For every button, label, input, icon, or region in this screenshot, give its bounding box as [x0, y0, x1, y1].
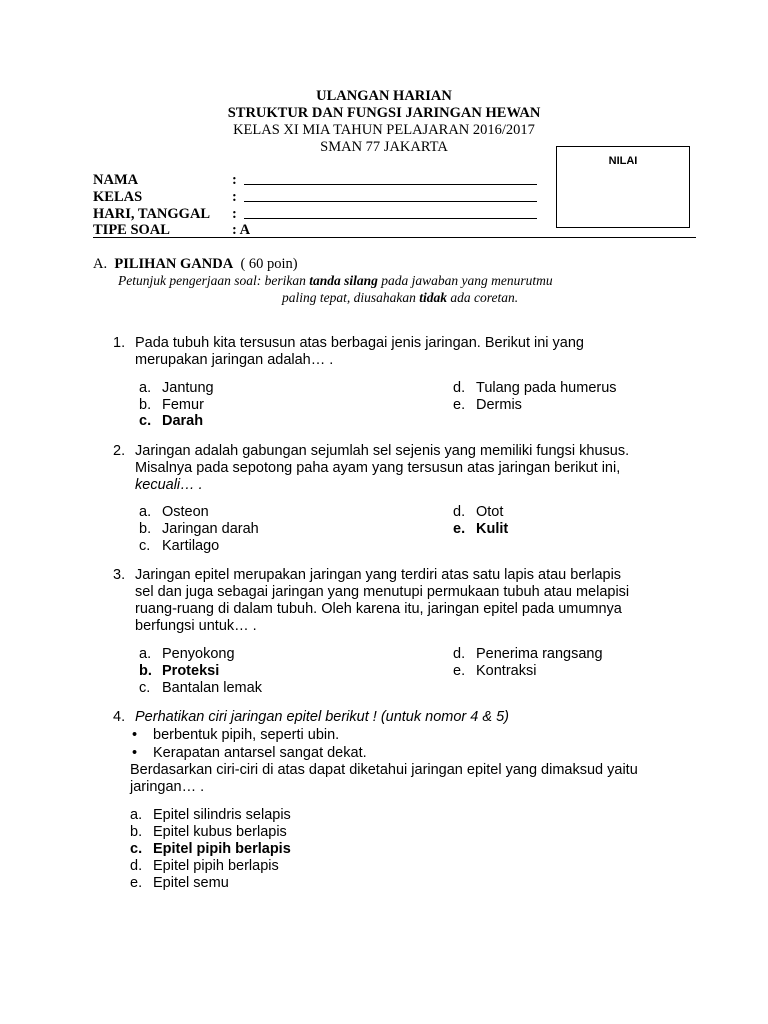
q3-option-a[interactable] — [139, 646, 235, 663]
section-letter: A. — [93, 256, 108, 272]
q2-option-b[interactable] — [139, 521, 259, 538]
option-text: Tulang pada humerus — [476, 380, 617, 396]
option-letter: d. — [453, 504, 466, 520]
q4-option-e[interactable] — [130, 875, 229, 892]
option-letter: e. — [453, 663, 466, 679]
option-letter: a. — [139, 646, 152, 662]
question-1-text: Pada tubuh kita tersusun atas berbagai jenis jaringan. Berikut ini yang — [135, 335, 584, 351]
q4-option-d[interactable] — [130, 858, 279, 875]
option-letter: d. — [453, 646, 466, 662]
q4-trait-1: berbentuk pipih, seperti ubin. — [153, 727, 340, 743]
class-input-line[interactable] — [244, 201, 537, 202]
option-letter: e. — [453, 521, 466, 537]
question-4-text: jaringan… . — [130, 779, 205, 795]
instr-text: paling tepat, diusahakan — [282, 290, 420, 305]
option-text: Epitel semu — [153, 875, 229, 891]
instr-emphasis: tanda silang — [309, 273, 378, 288]
q2-option-a[interactable] — [139, 504, 209, 521]
q1-option-e[interactable] — [453, 397, 522, 414]
question-3-text: Jaringan epitel merupakan jaringan yang terdiri atas satu lapis atau berlapis — [135, 567, 622, 583]
question-number: 3. — [113, 567, 126, 583]
option-letter: b. — [139, 663, 152, 679]
option-text: Epitel kubus berlapis — [153, 824, 287, 840]
option-letter: d. — [130, 858, 143, 874]
instr-text: ada coretan. — [447, 290, 519, 305]
option-text: Dermis — [476, 397, 522, 413]
q3-option-c[interactable] — [139, 680, 262, 697]
option-letter: c. — [139, 680, 151, 696]
option-letter: c. — [139, 538, 151, 554]
field-colon: : — [232, 206, 237, 222]
date-input-line[interactable] — [244, 218, 537, 219]
exam-school: SMAN 77 JAKARTA — [320, 139, 448, 155]
q4-option-a[interactable] — [130, 807, 291, 824]
question-1-text: merupakan jaringan adalah… . — [135, 352, 334, 368]
option-text: Jantung — [162, 380, 214, 396]
question-3-text: sel dan juga sebagai jaringan yang menutupi permukaan tubuh atau melapisi — [135, 584, 630, 600]
option-letter: b. — [139, 397, 152, 413]
option-letter: e. — [130, 875, 143, 891]
option-text: Bantalan lemak — [162, 680, 262, 696]
option-text: Otot — [476, 504, 504, 520]
option-text: Proteksi — [162, 663, 220, 679]
option-text: Kulit — [476, 521, 509, 537]
bullet-icon: • — [132, 745, 138, 761]
question-number: 4. — [113, 709, 126, 725]
q2-option-c[interactable] — [139, 538, 219, 555]
option-letter: b. — [130, 824, 143, 840]
header-divider — [93, 237, 696, 238]
q4-option-c[interactable] — [130, 841, 291, 858]
option-letter: e. — [453, 397, 466, 413]
exam-title: ULANGAN HARIAN — [316, 88, 452, 104]
option-text: Epitel silindris selapis — [153, 807, 291, 823]
instr-text: pada jawaban yang menurutmu — [377, 273, 553, 288]
q2-option-e[interactable] — [453, 521, 508, 538]
question-2-text: kecuali… . — [135, 477, 203, 493]
exam-class-year: KELAS XI MIA TAHUN PELAJARAN 2016/2017 — [233, 122, 535, 138]
question-4-intro: Perhatikan ciri jaringan epitel berikut ! (untuk nomor 4 & 5) — [135, 709, 509, 725]
score-label: NILAI — [608, 155, 638, 167]
field-label-kelas: KELAS — [93, 189, 143, 205]
instr-emphasis: tidak — [419, 290, 448, 305]
option-letter: d. — [453, 380, 466, 396]
question-2-text: Jaringan adalah gabungan sejumlah sel sejenis yang memiliki fungsi khusus. — [135, 443, 630, 459]
option-text: Penerima rangsang — [476, 646, 603, 662]
q3-option-d[interactable] — [453, 646, 603, 663]
option-text: Epitel pipih berlapis — [153, 858, 279, 874]
section-title: PILIHAN GANDA — [114, 256, 234, 272]
option-text: Penyokong — [162, 646, 235, 662]
q2-option-d[interactable] — [453, 504, 503, 521]
option-letter: a. — [139, 504, 152, 520]
q1-option-c[interactable] — [139, 413, 203, 430]
field-label-tipe: TIPE SOAL — [93, 222, 170, 238]
option-text: Darah — [162, 413, 204, 429]
instructions-line-2 — [282, 290, 518, 306]
bullet-icon: • — [132, 727, 138, 743]
option-text: Kontraksi — [476, 663, 537, 679]
field-label-nama: NAMA — [93, 172, 139, 188]
option-text: Femur — [162, 397, 204, 413]
question-4-text: Berdasarkan ciri-ciri di atas dapat diketahui jaringan epitel yang dimaksud yaitu — [130, 762, 638, 778]
exam-subject: STRUKTUR DAN FUNGSI JARINGAN HEWAN — [227, 105, 541, 121]
q1-option-b[interactable] — [139, 397, 204, 414]
field-colon: : — [232, 189, 237, 205]
field-tipe-value: : A — [232, 222, 251, 238]
q3-option-b[interactable] — [139, 663, 219, 680]
option-text: Osteon — [162, 504, 209, 520]
q1-option-d[interactable] — [453, 380, 617, 397]
score-box — [556, 146, 690, 228]
question-2-text: Misalnya pada sepotong paha ayam yang tersusun atas jaringan berikut ini, — [135, 460, 621, 476]
option-text: Epitel pipih berlapis — [153, 841, 291, 857]
option-letter: c. — [130, 841, 143, 857]
question-3-text: berfungsi untuk… . — [135, 618, 257, 634]
instructions-line-1 — [118, 273, 553, 289]
question-number: 1. — [113, 335, 126, 351]
field-colon: : — [232, 172, 237, 188]
option-letter: a. — [130, 807, 143, 823]
name-input-line[interactable] — [244, 184, 537, 185]
instr-text: Petunjuk pengerjaan soal: berikan — [118, 273, 310, 288]
section-points: ( 60 poin) — [240, 256, 298, 272]
question-3-text: ruang-ruang di dalam tubuh. Oleh karena itu, jaringan epitel pada umumnya — [135, 601, 622, 617]
option-letter: a. — [139, 380, 152, 396]
question-number: 2. — [113, 443, 126, 459]
option-letter: c. — [139, 413, 152, 429]
q4-option-b[interactable] — [130, 824, 287, 841]
option-letter: b. — [139, 521, 152, 537]
q4-trait-2: Kerapatan antarsel sangat dekat. — [153, 745, 367, 761]
section-heading — [93, 256, 298, 273]
option-text: Jaringan darah — [162, 521, 259, 537]
option-text: Kartilago — [162, 538, 220, 554]
q1-option-a[interactable] — [139, 380, 214, 397]
field-label-hari: HARI, TANGGAL — [93, 206, 211, 222]
q3-option-e[interactable] — [453, 663, 536, 680]
